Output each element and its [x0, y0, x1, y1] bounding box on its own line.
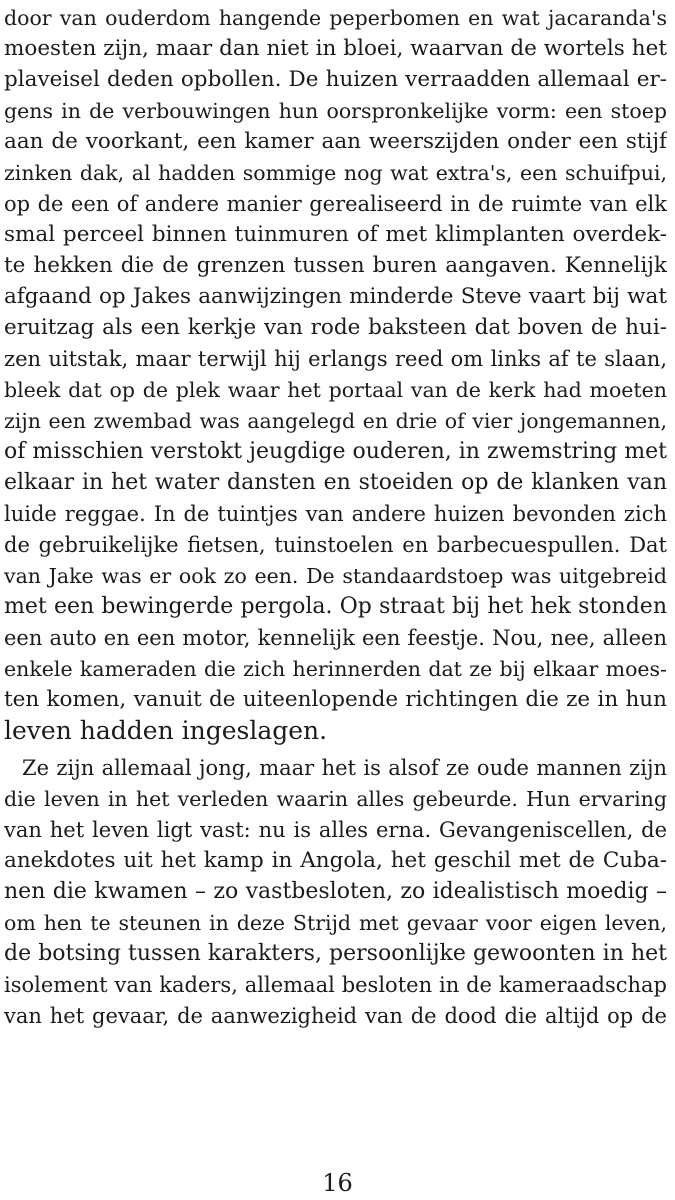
text-line: bleek dat op de plek waar het portaal van de kerk had moeten	[4, 378, 667, 402]
page-number: 16	[322, 1169, 353, 1197]
text-line: plaveisel deden opbollen. De huizen verraadden allemaal er-	[4, 67, 667, 92]
text-line: aan de voorkant, een kamer aan weerszijden onder een stijf	[4, 129, 667, 154]
text-line: gens in de verbouwingen hun oorspronkelijke vorm: een stoep	[4, 99, 667, 123]
text-line: anekdotes uit het kamp in Angola, het geschil met de Cuba-	[4, 848, 667, 873]
text-line: met een bewingerde pergola. Op straat bij het hek stonden	[4, 594, 667, 619]
text-line: zijn een zwembad was aangelegd en drie of vier jongemannen,	[4, 409, 667, 433]
text-line: zen uitstak, maar terwijl hij erlangs reed om links af te slaan,	[4, 347, 667, 371]
text-line: te hekken die de grenzen tussen buren aangaven. Kennelijk	[4, 253, 667, 278]
text-line: elkaar in het water dansten en stoeiden op de klanken van	[4, 470, 667, 495]
text-line: door van ouderdom hangende peperbomen en wat jacaranda's	[4, 6, 667, 30]
text-line: eruitzag als een kerkje van rode baksteen dat boven de hui-	[4, 315, 667, 340]
text-line: van het leven ligt vast: nu is alles erna. Gevangeniscellen, de	[4, 818, 667, 842]
text-line: de botsing tussen karakters, persoonlijke gewoonten in het	[4, 941, 667, 966]
text-line: nen die kwamen – zo vastbesloten, zo idealistisch moedig –	[4, 879, 667, 904]
text-line: of misschien verstokt jeugdige ouderen, in zwemstring met	[4, 439, 667, 464]
text-line: ten komen, vanuit de uiteenlopende richtingen die ze in hun	[4, 687, 667, 712]
text-line: om hen te steunen in deze Strijd met gevaar voor eigen leven,	[4, 911, 667, 935]
text-line: isolement van kaders, allemaal besloten in de kameraadschap	[4, 973, 667, 997]
text-line: enkele kameraden die zich herinnerden dat ze bij elkaar moes-	[4, 657, 667, 681]
text-line: moesten zijn, maar dan niet in bloei, waarvan de wortels het	[4, 36, 667, 61]
text-line: zinken dak, al hadden sommige nog wat extra's, een schuifpui,	[4, 161, 667, 185]
text-line: op de een of andere manier gerealiseerd in de ruimte van elk	[4, 192, 667, 216]
text-line: een auto en een motor, kennelijk een feestje. Nou, nee, alleen	[4, 626, 667, 650]
text-line: luide reggae. In de tuintjes van andere huizen bevonden zich	[4, 502, 667, 526]
text-line: van Jake was er ook zo een. De standaardstoep was uitgebreid	[4, 564, 667, 588]
text-line: smal perceel binnen tuinmuren of met klimplanten overdek-	[4, 222, 667, 247]
text-line: die leven in het verleden waarin alles gebeurde. Hun ervaring	[4, 787, 667, 811]
text-line: van het gevaar, de aanwezigheid van de dood die altijd op de	[4, 1004, 667, 1028]
text-line: Ze zijn allemaal jong, maar het is alsof ze oude mannen zijn	[22, 756, 667, 780]
text-line: afgaand op Jakes aanwijzingen minderde Steve vaart bij wat	[4, 284, 667, 309]
text-line: leven hadden ingeslagen.	[4, 716, 328, 745]
text-line: de gebruikelijke fietsen, tuinstoelen en barbecuespullen. Dat	[4, 533, 667, 557]
